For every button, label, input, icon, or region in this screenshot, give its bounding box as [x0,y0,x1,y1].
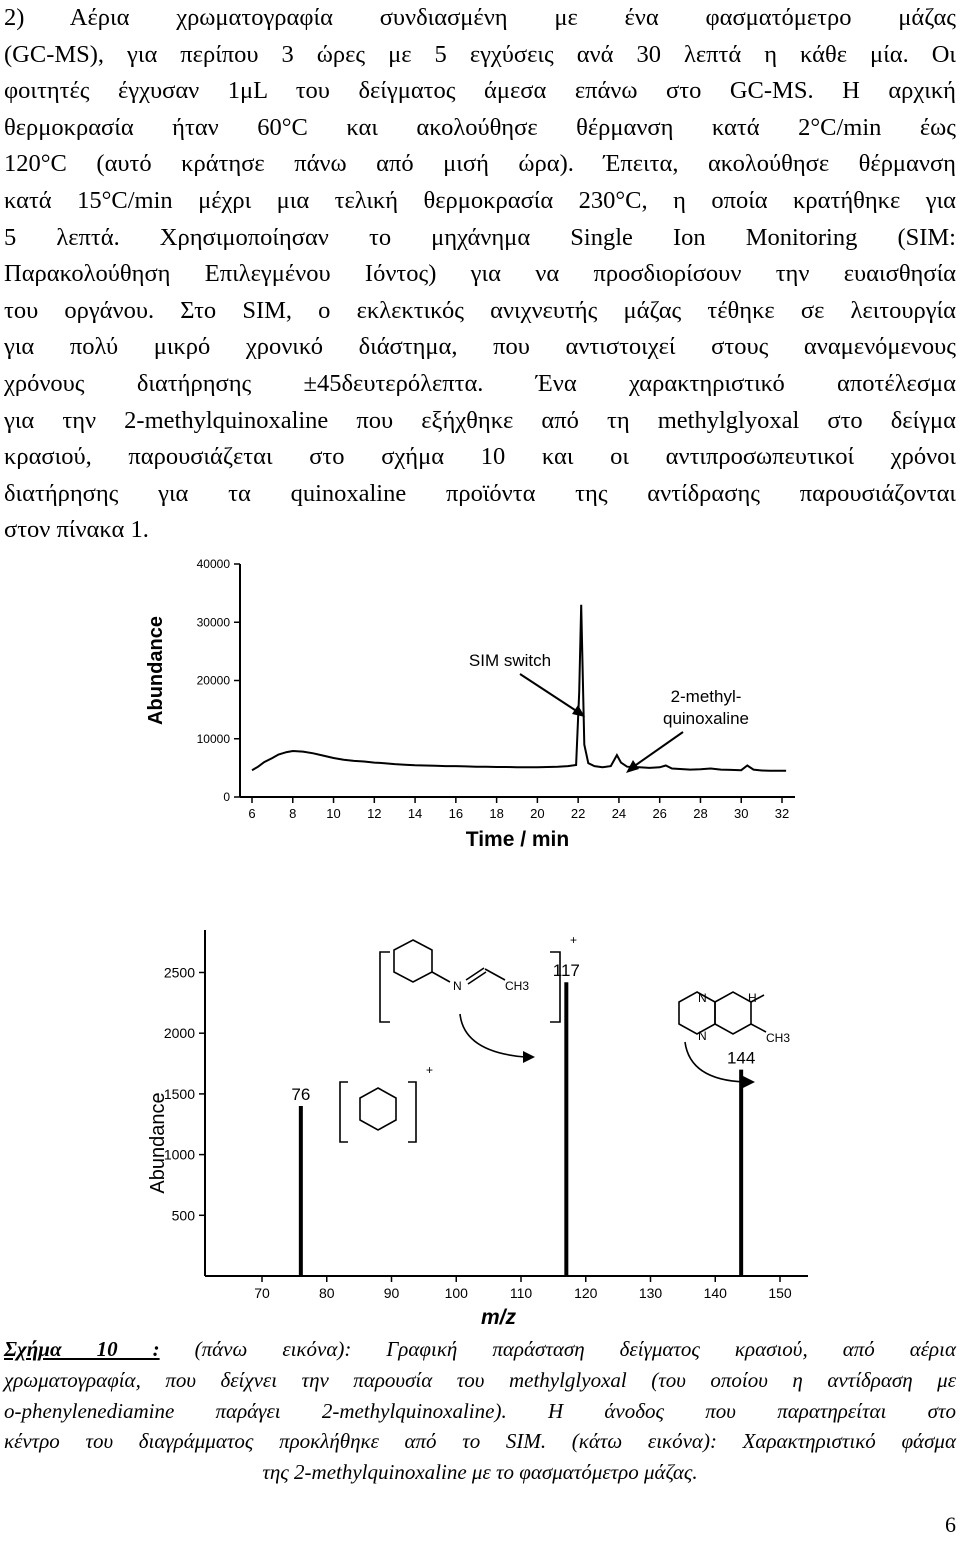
x-tick-label: 18 [489,806,504,821]
x-tick-label: 30 [733,806,749,821]
pointer-arrowhead [523,1051,535,1063]
caption-line: χρωματογραφία, που δείχνει την παρουσία του methylglyoxal (του οποίου η αντίδραση με [4,1367,956,1392]
y-tick-label: 20000 [196,673,230,688]
bond [751,1024,766,1032]
peak-label: 144 [726,1048,756,1068]
x-tick-label: 90 [383,1285,400,1301]
atom-label: N [698,1029,707,1043]
peak-label: 117 [552,961,580,981]
x-tick-label: 28 [693,806,708,821]
paragraph-line: για την 2-methylquinoxaline που εξήχθηκε από τη methylglyoxal στο δείγμα [4,406,956,434]
annotation-sim-switch: SIM switch [468,651,552,670]
x-tick-label: 10 [326,806,341,821]
y-tick-label: 1000 [163,1146,195,1163]
quinoxaline-pyrazine-ring [715,992,751,1034]
paragraph-line: για πολύ μικρό χρονικό διάστημα, που αντιστοιχεί στους αναμενόμενους [4,333,956,361]
x-tick-label: 24 [611,806,627,821]
x-tick-label: 6 [248,806,256,821]
x-tick-label: 26 [652,806,667,821]
body-paragraph [4,0,956,549]
caption-line: κέντρο του διαγράμματος προκλήθηκε από το SIM. (κάτω εικόνα): Χαρακτηριστικό φάσμα [4,1429,956,1454]
paragraph-line: Παρακολούθηση Επιλεγμένου Ιόντος) για να προσδιορίσουν την ευαισθησία [4,260,956,288]
paragraph-line: κατά 15°C/min μέχρι μια τελική θερμοκρασία 230°C, η οποία κρατήθηκε για [4,186,956,214]
x-tick-label: 130 [638,1285,663,1301]
mass-spectrum-svg [130,922,830,1328]
y-tick-label: 30000 [196,615,230,630]
x-tick-label: 20 [530,806,545,821]
bond [485,969,505,980]
x-tick-label: 12 [367,806,382,821]
x-tick-label: 110 [509,1285,533,1301]
atom-label: CH3 [766,1031,791,1045]
paragraph-line: θερμοκρασία ήταν 60°C και ακολούθησε θέρμανση κατά 2°C/min έως [4,113,956,141]
caption-line: της 2-methylquinoxaline με το φασματόμετρο μάζας. [262,1460,698,1485]
paragraph-line: (GC-MS), για περίπου 3 ώρες με 5 εγχύσεις ανά 30 λεπτά η κάθε μία. Οι [4,40,956,68]
x-tick-label: 22 [570,806,586,821]
x-tick-label: 16 [448,806,464,821]
caption-label: Σχήμα 10 : [4,1337,160,1361]
benzene-ring [360,1088,396,1130]
x-tick-label: 8 [289,806,297,821]
bracket-left [340,1082,348,1142]
y-tick-label: 40000 [196,557,230,571]
pointer-arrow [460,1014,525,1057]
atom-label: CH3 [505,979,530,993]
paragraph-line: χρόνους διατήρησης ±45δευτερόλεπτα. Ένα χαρακτηριστικό αποτέλεσμα [4,369,956,397]
peak-label: 76 [291,1085,311,1105]
figure-caption [4,1334,956,1488]
x-tick-label: 140 [703,1285,727,1301]
paragraph-line: φοιτητές έγχυσαν 1μL του δείγματος άμεσα επάνω στο GC-MS. Η αρχική [4,77,956,105]
annotation-compound-line2: quinoxaline [662,709,750,728]
bond [432,972,450,982]
pointer-arrowhead [743,1076,755,1088]
paragraph-line: διατήρησης για τα quinoxaline προϊόντα της αντίδρασης παρουσιάζονται [4,479,956,507]
paragraph-line: 120°C (αυτό κράτησε πάνω από μισή ώρα). Έπειτα, ακολούθησε θέρμανση [4,150,956,178]
annotation-arrow [520,674,578,712]
bracket-left [380,952,390,1022]
x-tick-label: 150 [768,1285,792,1301]
paragraph-line: κρασιού, παρουσιάζεται στο σχήμα 10 και οι αντιπροσωπευτικοί χρόνοι [4,443,956,471]
y-tick-label: 500 [171,1207,195,1224]
atom-label: N [453,979,462,993]
x-axis-title: m/z [480,1306,517,1328]
paragraph-line: στον πίνακα 1. [4,516,149,544]
caption-line: o-phenylenediamine παράγει 2-methylquinoxaline). Η άνοδος που παρατηρείται στο [4,1398,956,1423]
x-axis-title: Time / min [465,828,570,851]
y-axis-title: Abundance [145,616,167,725]
charge-label: + [570,933,578,947]
y-tick-label: 1500 [163,1085,195,1102]
charge-label: + [426,1063,434,1077]
x-tick-label: 80 [318,1285,335,1301]
annotation-arrow [633,732,683,767]
paragraph-line: του οργάνου. Στο SIM, ο εκλεκτικός ανιχνευτής μάζας τέθηκε σε λειτουργία [4,296,956,324]
x-tick-label: 120 [574,1285,598,1301]
y-tick-label: 0 [223,790,230,804]
atom-label: N [698,991,707,1005]
caption-text: (πάνω εικόνα): Γραφική παράσταση δείγματος κρασιού, από αέρια [159,1337,956,1361]
bracket-right [408,1082,416,1142]
y-tick-label: 2000 [163,1025,195,1042]
y-tick-label: 2500 [163,964,195,981]
mass-spectrum-chart [130,922,830,1328]
chromatogram-chart [130,552,810,862]
paragraph-line: 2) Αέρια χρωματογραφία συνδιασμένη με ένα φασματόμετρο μάζας [4,4,956,31]
benzene-ring [394,940,432,982]
page-number: 6 [945,1512,956,1537]
x-tick-label: 70 [254,1285,270,1301]
caption-line [4,1334,956,1365]
x-tick-label: 14 [407,806,423,821]
x-tick-label: 32 [774,806,790,821]
atom-label: H [748,991,757,1005]
bond [468,972,486,984]
annotation-compound-line1: 2-methyl- [670,687,742,706]
x-tick-label: 100 [444,1285,468,1301]
y-axis-title: Abundance [147,1092,169,1194]
paragraph-line: 5 λεπτά. Χρησιμοποίησαν το μηχάνημα Single Ion Monitoring (SIM: [4,223,956,251]
bond [466,968,484,980]
quinoxaline-benzo-ring [679,992,715,1034]
chromatogram-svg [130,552,810,862]
y-tick-label: 10000 [196,731,230,746]
